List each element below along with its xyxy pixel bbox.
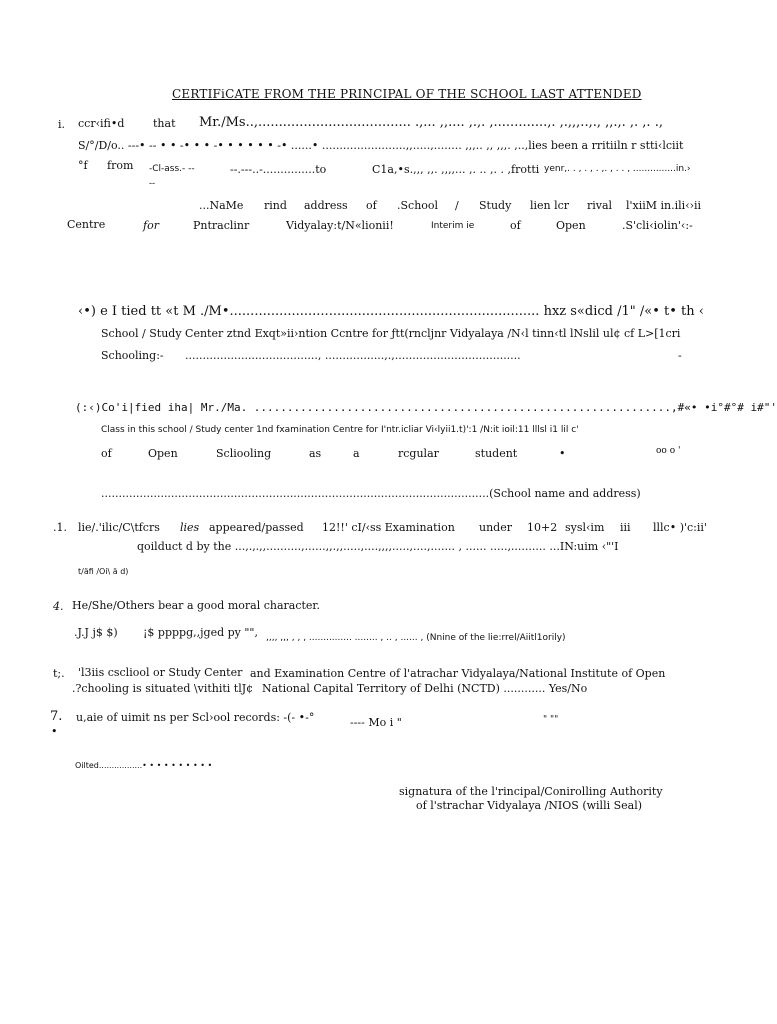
item-4-note: t/äfi /Oi\ ä d) — [78, 567, 129, 576]
item-3-second-line: Class in this school / Study center 1nd fxamination Centre for I'ntr.icliar Vi‹lyii1.t)':1 /N:it ioil:11 lllsl i1 lil c' — [101, 425, 579, 435]
item-1-open-word: Open — [556, 219, 586, 232]
item-1-number: i. — [58, 118, 66, 131]
item-5-number: 4. — [53, 600, 64, 613]
item-1-school-word: .School — [397, 199, 439, 212]
item-1-examination-word: l'xiiM in.ili‹›ii — [626, 199, 702, 212]
item-2-schooling-word: Schooling:- — [101, 349, 164, 362]
item-1-address-word: address — [304, 199, 348, 212]
item-1-class-from-year: C1a,•s.,,, ,,. ,,,,... ,. .. ,. . ,frotti — [372, 163, 540, 176]
item-3-student-word: student — [475, 447, 518, 460]
item-1-slash: / — [455, 199, 459, 212]
item-1-of-word: °f — [78, 159, 88, 172]
item-2-first-line: ‹•) e I tied tt «t M ./M•........................................................................... hxz s«dicd /1" /«• t• th ‹ — [78, 304, 704, 319]
item-1-that-word: that — [153, 117, 176, 130]
item-1-patrachar-word: Pntraclinr — [193, 219, 250, 232]
item-4-class-exam: 12!!' cI/‹ss Examination — [322, 521, 455, 534]
item-1-of-word-2: of — [366, 199, 377, 212]
item-3-of-word: of — [101, 447, 112, 460]
item-3-regular-word: rcgular — [398, 447, 439, 460]
item-4-in-word: iii — [620, 521, 631, 534]
item-1-name-word: ...NaMe — [199, 199, 244, 212]
item-2-dotted-line: ......................................, .................,.,.................................... — [185, 349, 521, 362]
item-2-second-line: School / Study Center ztnd Exqt»ii›ntion Ccntre for ƒtt(rncljnr Vidyalaya /N‹l tinn‹tl lNslil ul¢ cf L>[1cri — [101, 327, 681, 340]
item-3-as-word: as — [309, 447, 322, 460]
item-6-schooling-situated: .?chooling is situated \vithiti tlJ¢ — [72, 682, 254, 695]
item-3-a-word: a — [353, 447, 360, 460]
item-7-number: 7. — [50, 709, 63, 724]
item-1-centre-word: Centre — [67, 218, 106, 231]
item-4-system-word: sysl‹im — [565, 521, 605, 534]
item-4-number: .1. — [53, 521, 67, 534]
item-1-schooling-word: .S'cli‹iolin'‹:- — [622, 219, 693, 232]
item-5-character-line: He/She/Others bear a good moral character. — [72, 599, 320, 612]
item-1-institute-word: Interim ie — [431, 221, 475, 231]
item-3-first-line: (:‹)Co'i|fied iha| Mr./Ma. ...............................................................,#«• •i°#°# i#"' — [75, 401, 777, 414]
item-6-exam-centre-line: and Examination Centre of l'atrachar Vidyalaya/National Institute of Open — [250, 667, 666, 680]
item-6-nctd-yes-no: National Capital Territory of Delhi (NCTD) ............ Yes/No — [262, 682, 588, 695]
item-1-parent-line: S/°/D/o.. ---• -- • • -• • • -• • • • • • -• ......• ........................,,.....,........ ,,,.. ,, ,,,. ,..,lies been a rritiiln r stti‹lciit — [78, 139, 684, 152]
item-1-class-from: -Cl-ass.- -- — [149, 164, 195, 174]
item-5-marks-a: .J.J j$ $) — [74, 626, 118, 639]
item-1-class-to: --.---..-...............to — [230, 163, 327, 176]
item-6-number: t;. — [53, 667, 65, 680]
item-4-under-word: under — [479, 521, 512, 534]
item-5-marks-b: ¡$ ppppg,,jged py "", — [143, 626, 258, 639]
item-4-10-2-word: 10+2 — [527, 521, 558, 534]
item-1-from-word: from — [107, 159, 134, 172]
item-4-year-word: lllc• )'c:ii' — [653, 521, 707, 534]
item-7-dob-line: u,aie of uimit ns per Scl›ool records: -(- •-° — [76, 711, 315, 724]
item-1-for-word: for — [143, 219, 159, 232]
item-7-dob-value: ---- Mo i " — [350, 716, 402, 729]
item-1-year-in: yenr,. . , . , . ,. , . . , ...............in.› — [544, 164, 691, 174]
item-3-bullet: • — [559, 447, 566, 460]
dated-line: Oilted.................• • • • • • • • • • — [75, 761, 213, 770]
item-1-study-word: Study — [479, 199, 512, 212]
page-title: CERTIFiCATE FROM THE PRINCIPAL OF THE SCHOOL LAST ATTENDED — [172, 87, 642, 101]
item-3-schooling-word: Scliooling — [216, 447, 272, 460]
item-1-name-line: Mr./Ms..,..................................... .,... ,,.... ,.,. ,.............,. ,.,,,..,., ,,.,. ,. ,. ., — [199, 115, 663, 130]
item-1-of-word-3: of — [510, 219, 521, 232]
item-6-school-centre-line: 'l3iis cscliool or Study Center — [78, 666, 243, 679]
item-4-has-word: lies — [180, 521, 200, 534]
signature-title: signatura of the l'rincipal/Conirolling Authority — [399, 785, 663, 798]
item-1-and-word: rind — [264, 199, 287, 212]
item-1-vidyalaya-word: Vidyalay:t/N«lionii! — [286, 219, 394, 232]
item-7-quote-marks: " "" — [543, 715, 559, 725]
item-2-end-dash: - — [678, 349, 682, 362]
signature-subtitle: of l'strachar Vidyalaya /NIOS (willi Seal) — [416, 799, 643, 812]
item-3-school-address-line: ...............................................................................................................(School name and address) — [101, 487, 641, 500]
item-3-tail-marks: oo o ' — [656, 446, 681, 456]
item-7-bullet: • — [51, 725, 58, 738]
item-3-open-word: Open — [148, 447, 178, 460]
item-4-conducted-by-line: qoilduct d by the ...,.,.,,..........,......,,.,,.....,....,,,,.....,....,....... , ...... .....,.......... ...IN:uim ‹"'I — [137, 540, 619, 553]
item-4-appeared-passed: appeared/passed — [209, 521, 304, 534]
item-1-certified-word: ccr‹ifi•d — [78, 117, 125, 130]
item-1-center-word: lien lcr — [530, 199, 570, 212]
item-5-name-of-teacher-line: ,,,, ,,, , , , ............... ........ , .. , ...... , (Nnine of the lie:rrel/Aiitl1orily) — [266, 633, 566, 643]
item-4-he-she-others: lie/.'ilic/C\tfcrs — [78, 521, 160, 534]
item-1-dash: -- — [149, 179, 156, 189]
item-1-and-word-2: rival — [587, 199, 613, 212]
